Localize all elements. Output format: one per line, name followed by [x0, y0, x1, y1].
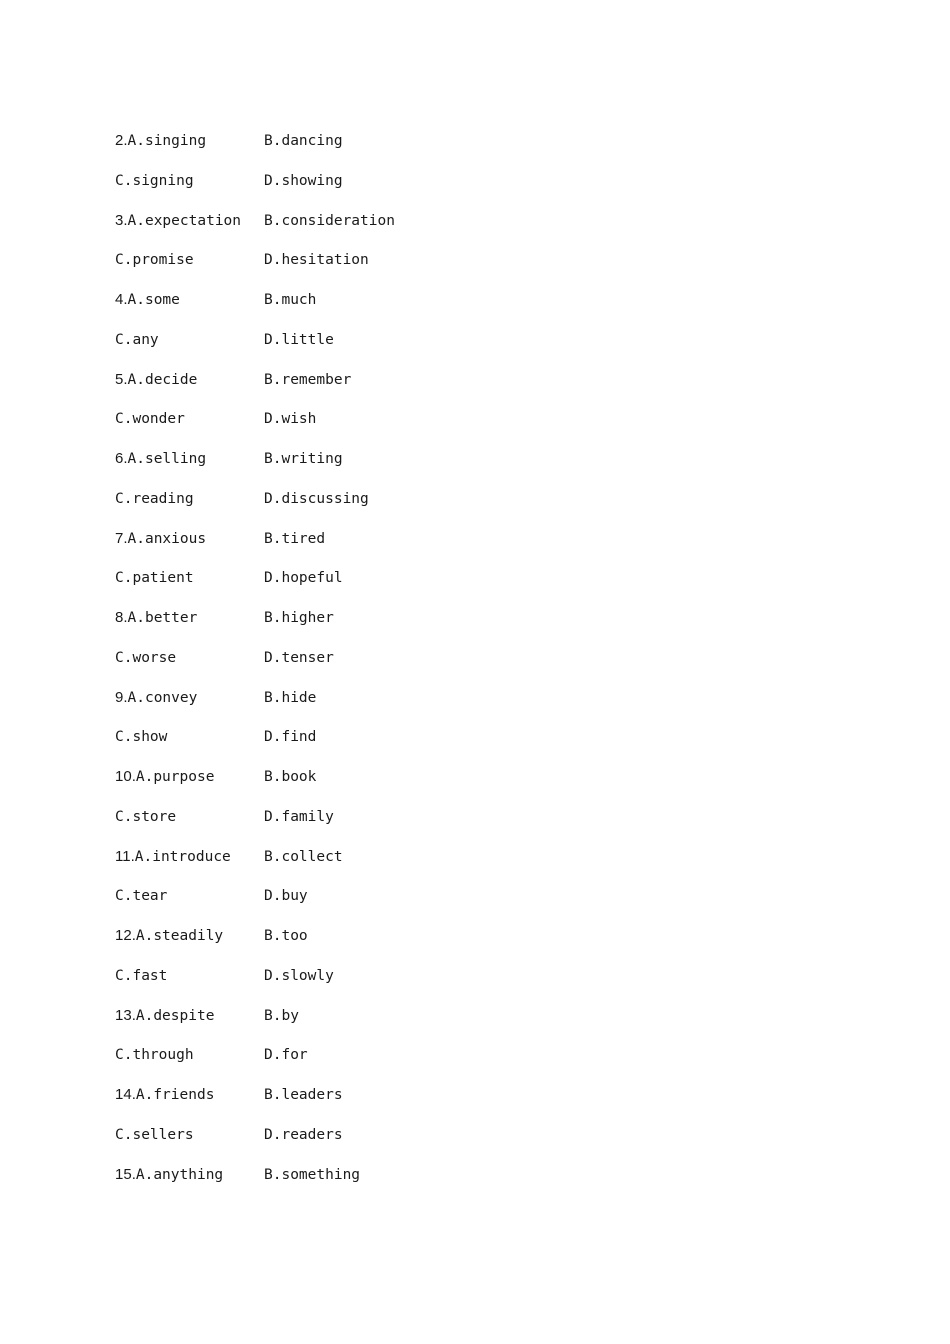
- question-number: 6: [115, 450, 124, 467]
- option-a-cell: [115, 688, 197, 708]
- number-separator: .: [131, 1086, 136, 1103]
- option-c: C.sellers: [115, 1127, 194, 1143]
- number-separator: .: [131, 768, 136, 785]
- option-d: D.buy: [264, 888, 308, 904]
- question-number: 14: [115, 1086, 132, 1103]
- option-a-cell: [115, 926, 223, 946]
- option-d: D.find: [264, 729, 317, 745]
- option-a-cell: [115, 1165, 223, 1185]
- option-a: A.expectation: [127, 213, 242, 229]
- option-d: D.discussing: [264, 491, 369, 507]
- option-d: D.hesitation: [264, 252, 369, 268]
- option-c: C.wonder: [115, 411, 185, 427]
- option-b: B.leaders: [264, 1087, 343, 1103]
- option-a-cell: [115, 131, 206, 151]
- option-d: D.family: [264, 809, 334, 825]
- option-a-cell: [115, 529, 206, 549]
- option-d: D.wish: [264, 411, 317, 427]
- question-number: 13: [115, 1007, 132, 1024]
- number-separator: .: [123, 609, 128, 626]
- number-separator: .: [123, 530, 128, 547]
- option-b: B.much: [264, 292, 317, 308]
- option-c: C.through: [115, 1047, 194, 1063]
- option-d: D.showing: [264, 173, 343, 189]
- option-c: C.patient: [115, 570, 194, 586]
- number-separator: .: [123, 291, 128, 308]
- question-number: 11: [115, 848, 131, 865]
- option-b: B.too: [264, 928, 308, 944]
- number-separator: .: [123, 450, 128, 467]
- option-b: B.writing: [264, 451, 343, 467]
- option-a: A.steadily: [135, 928, 224, 944]
- option-a-cell: [115, 767, 214, 787]
- number-separator: .: [123, 371, 128, 388]
- number-separator: .: [131, 927, 136, 944]
- question-number: 2: [115, 132, 124, 149]
- option-a: A.anxious: [127, 531, 207, 547]
- option-a-cell: [115, 211, 241, 231]
- option-b: B.remember: [264, 372, 352, 388]
- option-a: A.better: [127, 610, 198, 626]
- option-a-cell: [115, 290, 180, 310]
- option-b: B.dancing: [264, 133, 343, 149]
- option-a: A.despite: [135, 1008, 215, 1024]
- question-number: 15: [115, 1166, 132, 1183]
- question-number: 7: [115, 530, 124, 547]
- option-a-cell: [115, 608, 197, 628]
- option-c: C.fast: [115, 968, 168, 984]
- option-c: C.show: [115, 729, 168, 745]
- question-number: 12: [115, 927, 132, 944]
- option-b: B.higher: [264, 610, 334, 626]
- option-a: A.singing: [127, 133, 207, 149]
- option-b: B.tired: [264, 531, 326, 547]
- number-separator: .: [123, 132, 128, 149]
- question-number: 10: [115, 768, 132, 785]
- option-c: C.any: [115, 332, 159, 348]
- number-separator: .: [131, 1007, 136, 1024]
- option-a: A.some: [127, 292, 180, 308]
- option-a: A.introduce: [134, 849, 231, 865]
- option-d: D.for: [264, 1047, 308, 1063]
- option-a: A.friends: [135, 1087, 215, 1103]
- option-d: D.little: [264, 332, 334, 348]
- option-a: A.decide: [127, 372, 198, 388]
- option-b: B.hide: [264, 690, 317, 706]
- question-number: 8: [115, 609, 124, 626]
- option-c: C.promise: [115, 252, 194, 268]
- question-number: 4: [115, 291, 124, 308]
- option-d: D.readers: [264, 1127, 343, 1143]
- option-d: D.slowly: [264, 968, 334, 984]
- option-c: C.store: [115, 809, 177, 825]
- option-a-cell: [115, 449, 206, 469]
- option-d: D.hopeful: [264, 570, 343, 586]
- option-c: C.signing: [115, 173, 194, 189]
- option-b: B.book: [264, 769, 317, 785]
- option-a-cell: [115, 1006, 214, 1026]
- option-b: B.collect: [264, 849, 343, 865]
- option-a: A.selling: [127, 451, 207, 467]
- option-a: A.convey: [127, 690, 198, 706]
- option-a-cell: [115, 1085, 214, 1105]
- option-d: D.tenser: [264, 650, 334, 666]
- option-a-cell: [115, 847, 231, 867]
- number-separator: .: [131, 1166, 136, 1183]
- option-c: C.reading: [115, 491, 194, 507]
- option-a: A.purpose: [135, 769, 215, 785]
- number-separator: .: [123, 689, 128, 706]
- option-b: B.by: [264, 1008, 299, 1024]
- option-b: B.something: [264, 1167, 361, 1183]
- question-number: 5: [115, 371, 124, 388]
- number-separator: .: [123, 212, 128, 229]
- option-a: A.anything: [135, 1167, 224, 1183]
- option-b: B.consideration: [264, 213, 395, 229]
- number-separator: .: [130, 848, 135, 865]
- option-c: C.worse: [115, 650, 177, 666]
- option-c: C.tear: [115, 888, 168, 904]
- question-number: 9: [115, 689, 124, 706]
- option-a-cell: [115, 370, 197, 390]
- question-number: 3: [115, 212, 124, 229]
